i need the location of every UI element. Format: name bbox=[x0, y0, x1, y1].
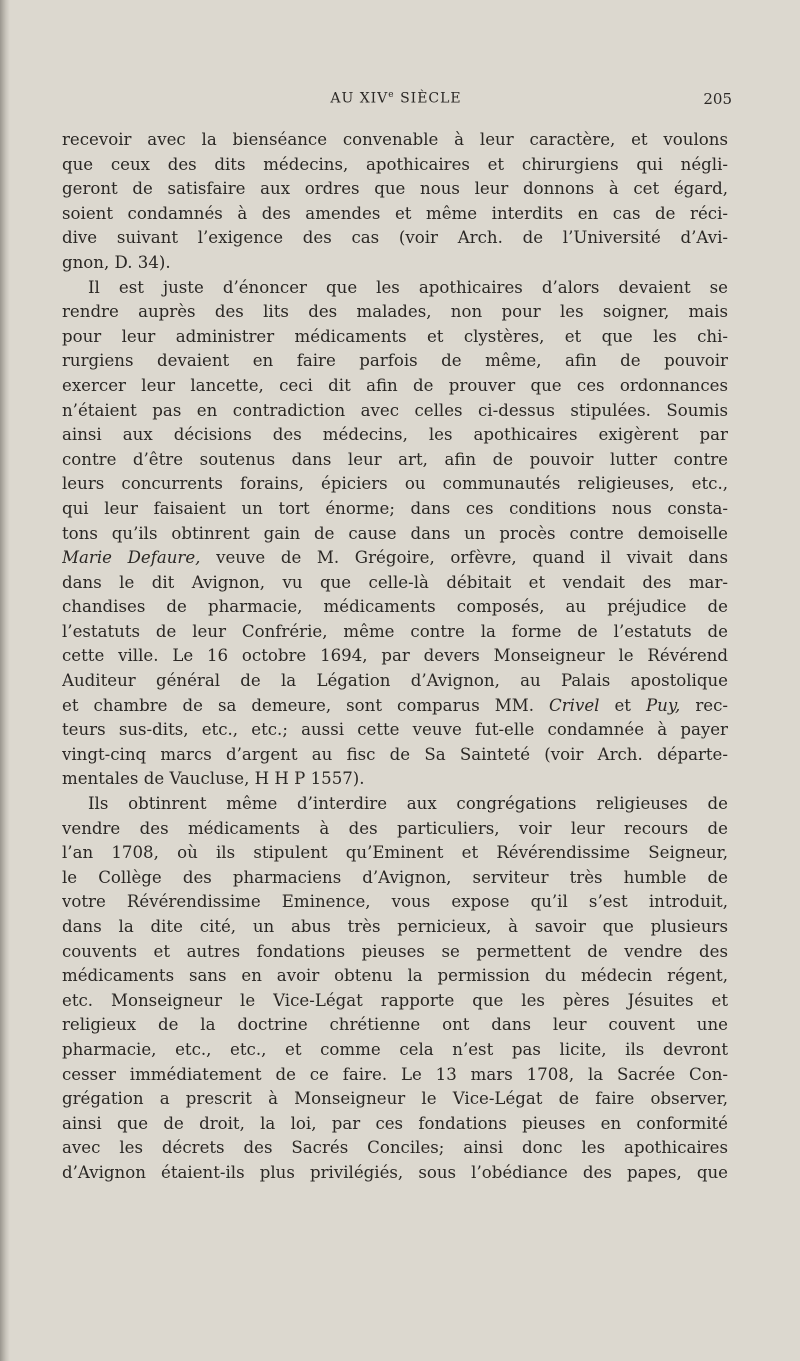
text-line bbox=[62, 251, 728, 276]
italic-name: Puy, bbox=[646, 695, 681, 715]
text-line bbox=[62, 841, 728, 866]
line-text: teurs sus-dits, etc., etc.; aussi cette veuve fut-elle condamnée à payer bbox=[62, 720, 728, 740]
text-line bbox=[62, 964, 728, 989]
line-text: rendre auprès des lits des malades, non pour les soigner, mais bbox=[62, 302, 728, 322]
line-text: Auditeur général de la Légation d’Avignon, au Palais apostolique bbox=[62, 671, 728, 691]
text-line bbox=[62, 989, 728, 1014]
line-text: ainsi aux décisions des médecins, les apothicaires exigèrent par bbox=[62, 425, 728, 445]
text-line bbox=[62, 153, 728, 178]
text-line bbox=[62, 890, 728, 915]
line-text: geront de satisfaire aux ordres que nous leur donnons à cet égard, bbox=[62, 179, 728, 199]
line-text: que ceux des dits médecins, apothicaires et chirurgiens qui négli- bbox=[62, 154, 728, 174]
line-text: chandises de pharmacie, médicaments composés, au préjudice de bbox=[62, 597, 728, 617]
text-line bbox=[62, 1136, 728, 1161]
line-text: l’estatuts de leur Confrérie, même contre la forme de l’estatuts de bbox=[62, 621, 728, 641]
line-text: cesser immédiatement de ce faire. Le 13 mars 1708, la Sacrée Con- bbox=[62, 1064, 728, 1084]
body-text bbox=[62, 128, 728, 1186]
page-header bbox=[60, 90, 732, 114]
text-line bbox=[62, 177, 728, 202]
text-line bbox=[62, 940, 728, 965]
line-text: ainsi que de droit, la loi, par ces fondations pieuses en conformité bbox=[62, 1113, 728, 1133]
line-text: l’an 1708, où ils stipulent qu’Eminent et Révérendissime Seigneur, bbox=[62, 843, 728, 863]
text-line bbox=[62, 767, 728, 792]
line-text: veuve de M. Grégoire, orfèvre, quand il vivait dans bbox=[200, 548, 728, 568]
line-text: n’étaient pas en contradiction avec celles ci-dessus stipulées. Soumis bbox=[62, 400, 728, 420]
text-line bbox=[62, 472, 728, 497]
text-line bbox=[62, 866, 728, 891]
line-text: dans le dit Avignon, vu que celle-là débitait et vendait des mar- bbox=[62, 572, 728, 592]
line-text: Ils obtinrent même d’interdire aux congrégations religieuses de bbox=[88, 794, 728, 814]
line-text: rec- bbox=[680, 695, 728, 715]
line-text: votre Révérendissime Eminence, vous expose qu’il s’est introduit, bbox=[62, 892, 728, 912]
italic-name: Crivel bbox=[549, 695, 600, 715]
line-text: soient condamnés à des amendes et même interdits en cas de réci- bbox=[62, 203, 728, 223]
text-line bbox=[62, 300, 728, 325]
text-line bbox=[62, 743, 728, 768]
text-line bbox=[62, 1087, 728, 1112]
line-text: religieux de la doctrine chrétienne ont dans leur couvent une bbox=[62, 1015, 728, 1035]
line-text: qui leur faisaient un tort énorme; dans ces conditions nous consta- bbox=[62, 498, 728, 518]
text-line bbox=[62, 694, 728, 719]
running-title-suffix: SIÈCLE bbox=[394, 90, 462, 107]
text-line bbox=[62, 374, 728, 399]
text-line bbox=[62, 202, 728, 227]
line-text: recevoir avec la bienséance convenable à leur caractère, et voulons bbox=[62, 130, 728, 149]
text-line bbox=[62, 817, 728, 842]
text-line bbox=[62, 1112, 728, 1137]
line-text: grégation a prescrit à Monseigneur le Vice-Légat de faire observer, bbox=[62, 1089, 728, 1109]
line-text: pharmacie, etc., etc., et comme cela n’est pas licite, ils devront bbox=[62, 1039, 728, 1059]
text-line bbox=[62, 497, 728, 522]
text-line bbox=[62, 915, 728, 940]
line-text: pour leur administrer médicaments et clystères, et que les chi- bbox=[62, 326, 728, 346]
text-line bbox=[62, 349, 728, 374]
line-text: dans la dite cité, un abus très pernicieux, à savoir que plusieurs bbox=[62, 917, 728, 936]
text-line bbox=[62, 669, 728, 694]
text-line bbox=[62, 1161, 728, 1186]
text-line bbox=[62, 226, 728, 251]
text-line bbox=[62, 546, 728, 571]
text-line bbox=[62, 718, 728, 743]
line-text: rurgiens devaient en faire parfois de même, afin de pouvoir bbox=[62, 351, 728, 371]
text-line bbox=[62, 325, 728, 350]
text-line bbox=[62, 448, 728, 473]
line-text: avec les décrets des Sacrés Conciles; ainsi donc les apothicaires bbox=[62, 1138, 728, 1158]
text-line bbox=[62, 1013, 728, 1038]
text-line bbox=[62, 1063, 728, 1088]
text-line bbox=[62, 1038, 728, 1063]
text-line bbox=[62, 571, 728, 596]
text-line bbox=[62, 644, 728, 669]
text-line bbox=[62, 423, 728, 448]
italic-name: Marie Defaure, bbox=[62, 548, 201, 568]
line-text: couvents et autres fondations pieuses se permettent de vendre des bbox=[62, 941, 728, 961]
line-text: etc. Monseigneur le Vice-Légat rapporte que les pères Jésuites et bbox=[62, 990, 728, 1010]
text-line bbox=[62, 399, 728, 424]
text-line bbox=[62, 792, 728, 817]
page-binding-edge bbox=[0, 0, 10, 1361]
line-text: d’Avignon étaient-ils plus privilégiés, sous l’obédiance des papes, que bbox=[62, 1162, 728, 1182]
line-text: leurs concurrents forains, épiciers ou communautés religieuses, etc., bbox=[62, 474, 728, 494]
line-text: cette ville. Le 16 octobre 1694, par devers Monseigneur le Révérend bbox=[62, 646, 728, 666]
line-text: et bbox=[599, 695, 647, 715]
line-text: exercer leur lancette, ceci dit afin de prouver que ces ordonnances bbox=[62, 375, 728, 395]
line-text: le Collège des pharmaciens d’Avignon, serviteur très humble de bbox=[62, 867, 728, 887]
line-text: mentales de Vaucluse, H H P 1557). bbox=[62, 769, 365, 789]
line-text: tons qu’ils obtinrent gain de cause dans un procès contre demoiselle bbox=[62, 523, 728, 543]
line-text: et chambre de sa demeure, sont comparus MM. bbox=[62, 695, 550, 715]
line-text: Il est juste d’énoncer que les apothicaires d’alors devaient se bbox=[88, 277, 728, 297]
text-line bbox=[62, 595, 728, 620]
running-title-superscript: e bbox=[388, 90, 395, 100]
line-text: dive suivant l’exigence des cas (voir Arch. de l’Université d’Avi- bbox=[62, 228, 728, 248]
text-line bbox=[62, 128, 728, 153]
running-title-prefix: AU XIV bbox=[330, 90, 389, 107]
line-text: gnon, D. 34). bbox=[62, 252, 171, 272]
line-text: vendre des médicaments à des particuliers, voir leur recours de bbox=[62, 818, 728, 838]
line-text: contre d’être soutenus dans leur art, afin de pouvoir lutter contre bbox=[62, 449, 728, 469]
line-text: médicaments sans en avoir obtenu la permission du médecin régent, bbox=[62, 966, 728, 986]
line-text: vingt-cinq marcs d’argent au fisc de Sa Sainteté (voir Arch. départe- bbox=[62, 744, 728, 764]
running-title bbox=[60, 90, 732, 107]
text-line bbox=[62, 276, 728, 301]
page-number: 205 bbox=[703, 90, 732, 108]
text-line bbox=[62, 620, 728, 645]
text-line bbox=[62, 522, 728, 547]
